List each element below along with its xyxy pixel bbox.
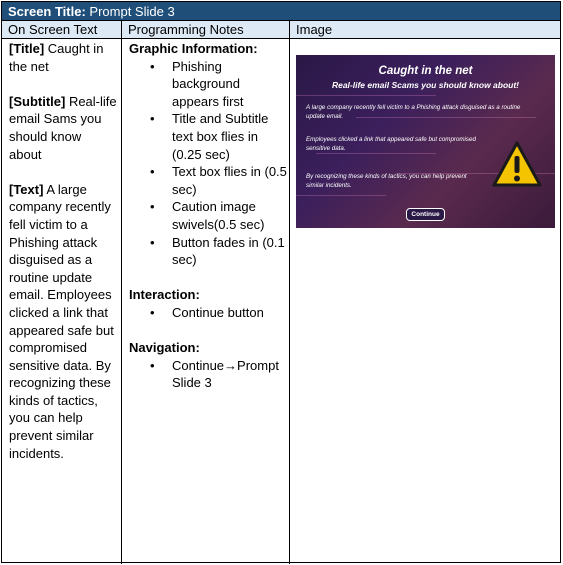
slide-paragraph-3: By recognizing these kinds of tactics, you can help prevent similar incidents. [306,173,467,189]
list-item: • Caution image swivels(0.5 sec) [129,198,289,233]
header-image: Image [296,22,333,37]
title-label: [Title] [9,41,45,56]
header-programming-notes: Programming Notes [128,22,244,37]
column-divider [121,21,122,564]
subtitle-label: [Subtitle] [9,93,66,109]
subtitle-entry [9,93,117,163]
slide-preview-image [296,55,555,228]
on-screen-text-cell [9,40,117,462]
storyboard-table [1,1,561,563]
screen-title-bar [2,2,560,21]
title-text: Caught in the net [9,41,104,74]
list-item: • Phishing background appears first [129,58,289,111]
list-item: • Text box flies in (0.5 sec) [129,163,289,198]
list-item: • Continue button [129,304,289,322]
graphic-info-heading: Graphic Information: [129,41,258,56]
navigation-heading: Navigation: [129,340,200,356]
list-item: • Button fades in (0.1 sec) [129,234,289,269]
text-label: [Text] [9,181,44,197]
header-on-screen-text: On Screen Text [8,22,98,37]
slide-paragraph-1: A large company recently fell victim to a Phishing attack disguised as a routine update email. [306,104,521,120]
slide-paragraph-2: Employees clicked a link that appeared safe but compromised sensitive data. [306,136,476,152]
navigation-list [129,357,289,392]
continue-button[interactable]: Continue [406,208,445,221]
slide-subtitle: Real-life email Scams you should know about! [331,80,520,90]
screen-title-label: Screen Title: [8,4,86,19]
slide-title: Caught in the net [378,65,473,77]
warning-triangle-icon [492,140,542,190]
title-entry [9,40,117,75]
column-header-row [2,21,560,39]
graphic-info-list [129,58,289,269]
interaction-list [129,304,289,322]
list-item: • Continue→Prompt Slide 3 [129,357,289,392]
body-text: A large company recently fell victim to a Phishing attack disguised as a routine update email. Employees clicked a link that appeared safe but compromised sensitive data. By recognizing these kinds of tactics, you can help prevent similar incidents. [9,181,114,461]
screen-title-value: Prompt Slide 3 [85,4,175,19]
column-divider [289,21,290,564]
body-text-entry [9,181,117,463]
interaction-heading: Interaction: [129,287,200,303]
programming-notes-cell [129,40,289,392]
subtitle-text: Real-life email Sams you should know about [9,93,117,162]
list-item: • Title and Subtitle text box flies in (0.25 sec) [129,110,289,163]
